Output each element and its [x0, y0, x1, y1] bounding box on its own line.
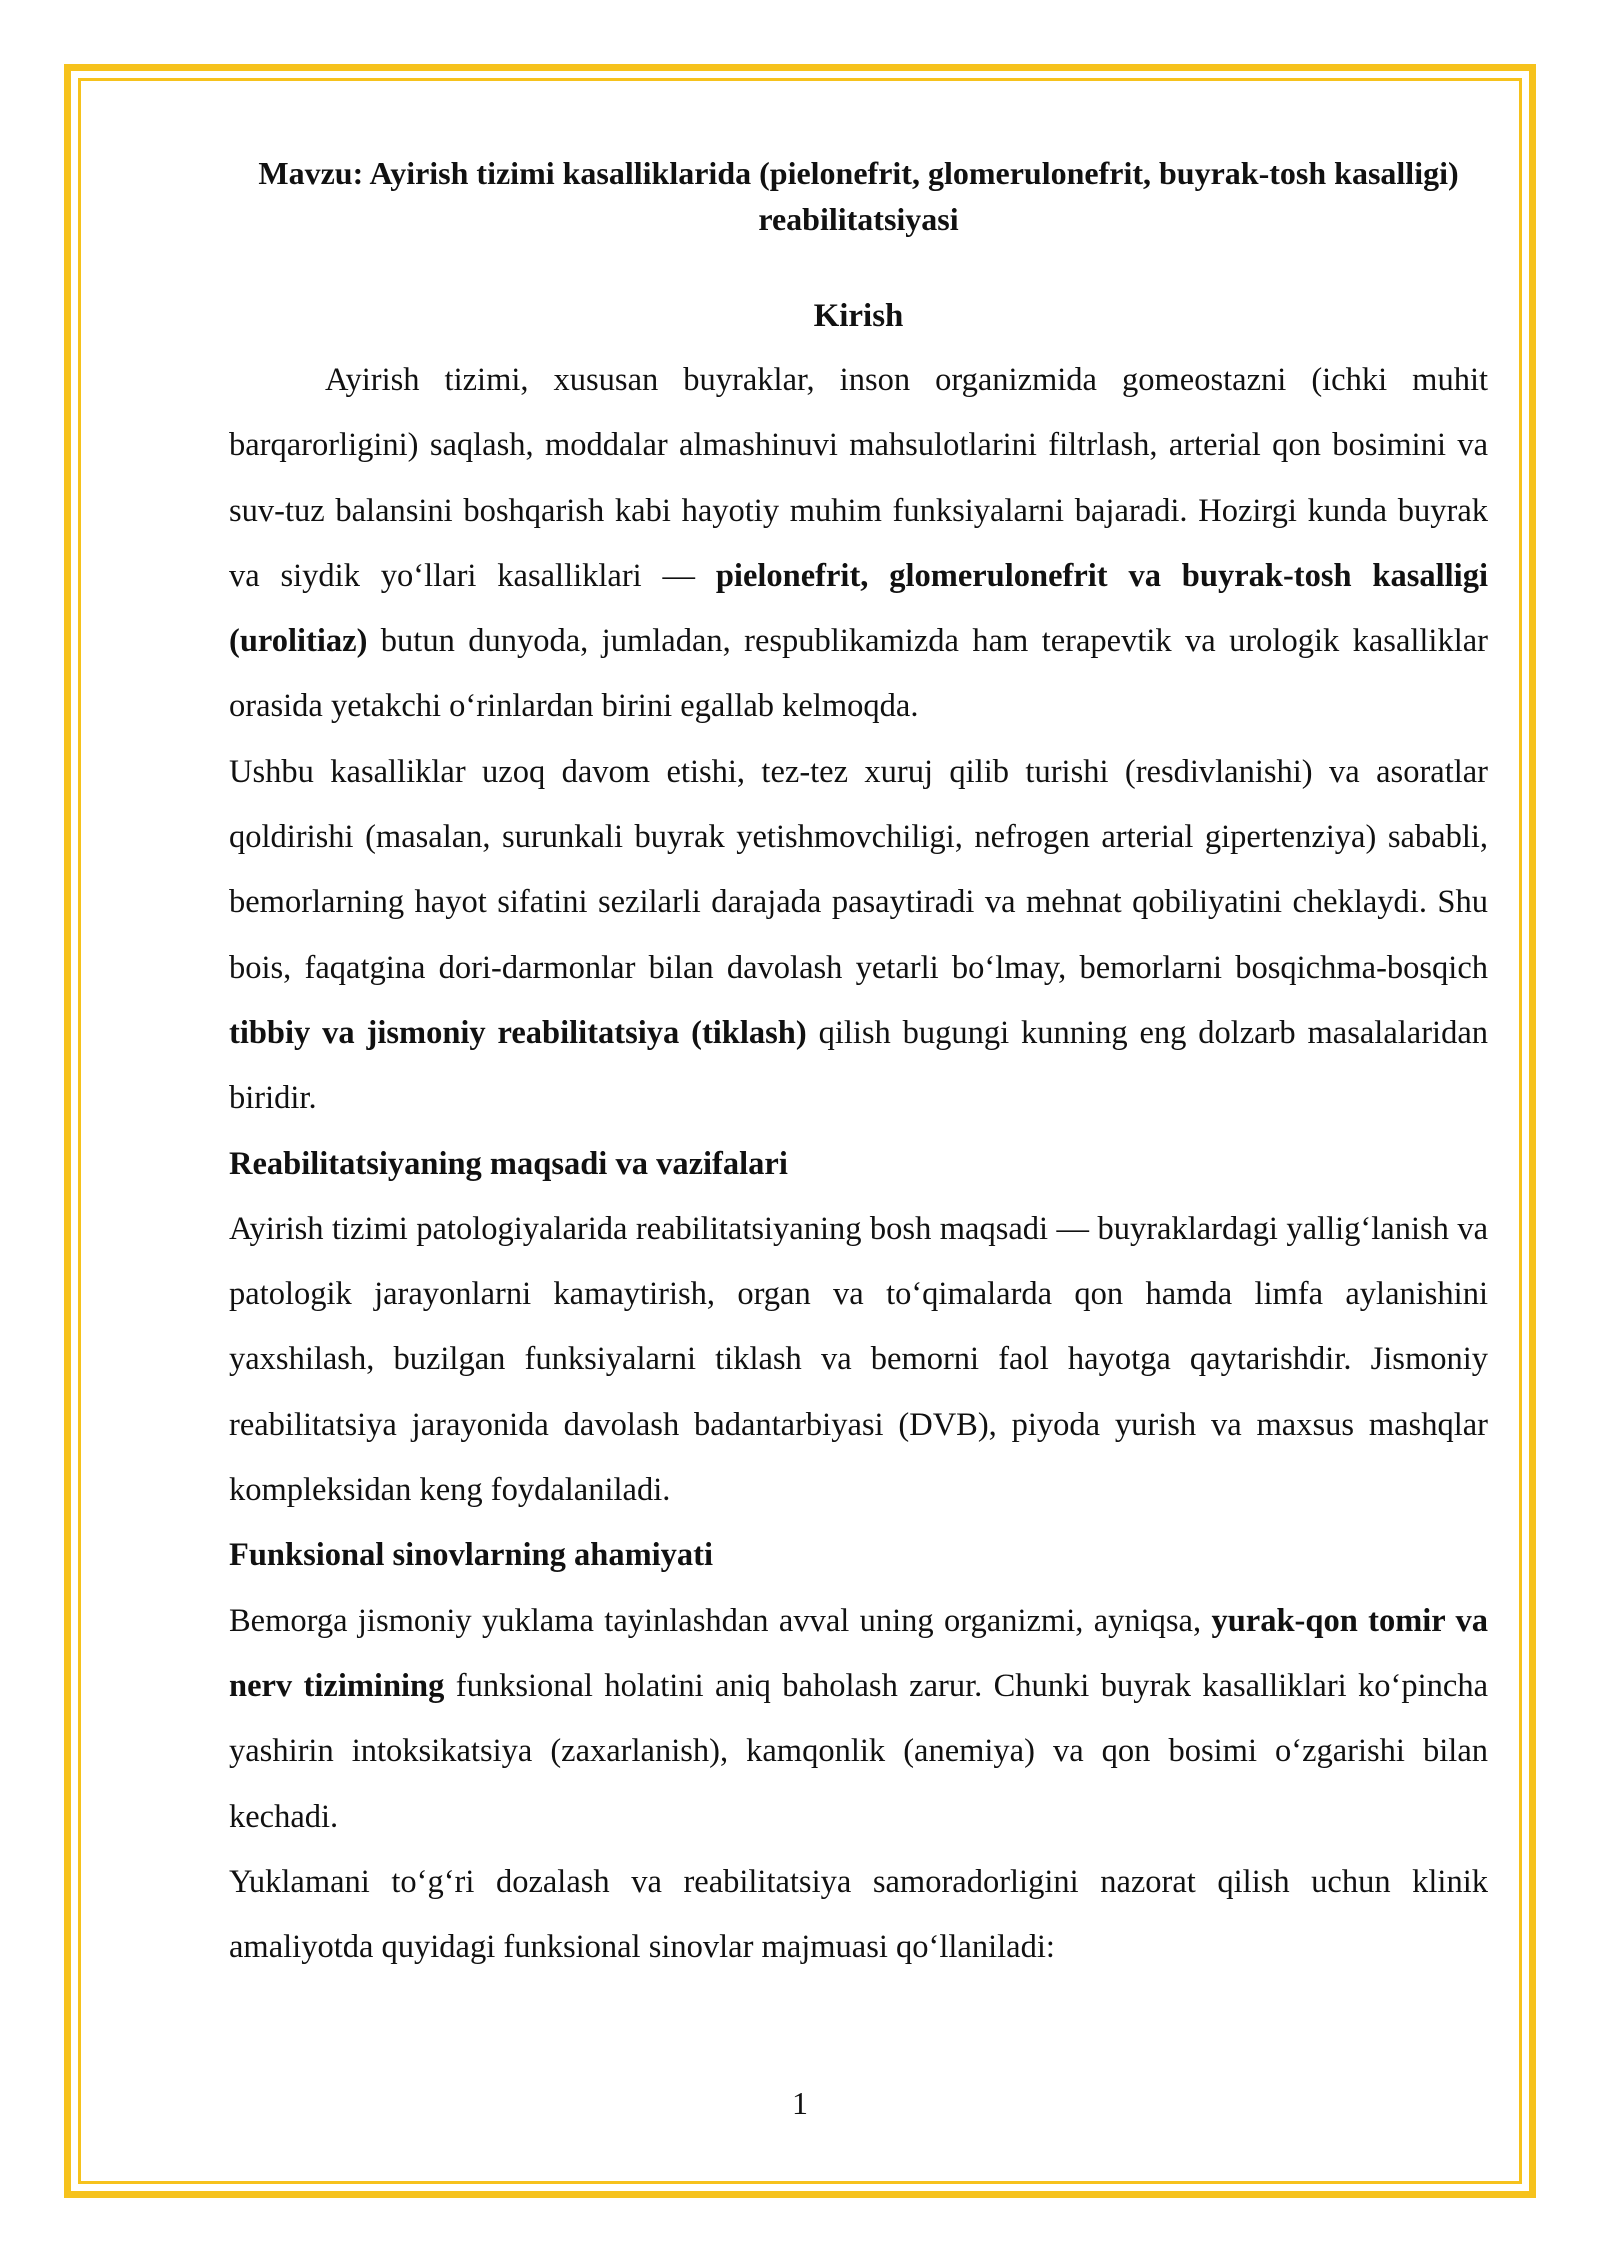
document-title: Mavzu: Ayirish tizimi kasalliklarida (pielonefrit, glomerulonefrit, buyrak-tosh kasalligi) reabilitatsiyasi	[258, 155, 1459, 237]
paragraph-bold-text: pielonefrit, glomerulonefrit va buyrak-tosh kasalligi (urolitiaz)	[229, 557, 1488, 660]
paragraph-assessment	[229, 1589, 1488, 1850]
paragraph-text: qilish bugungi kunning eng dolzarb masalalaridan biridir.	[229, 1014, 1488, 1117]
paragraph-text: butun dunyoda, jumladan, respublikamizda ham terapevtik va urologik kasalliklar orasida yetakchi o‘rinlardan birini egallab kelmoqda.	[229, 623, 1488, 725]
section-heading-kirish: Kirish	[813, 298, 904, 334]
paragraph-bold-text: yurak-qon tomir va nerv tizimining	[229, 1602, 1488, 1704]
section-heading-goals: Reabilitatsiyaning maqsadi va vazifalari	[229, 1145, 788, 1182]
paragraph-goals: Ayirish tizimi patologiyalarida reabilitatsiyaning bosh maqsadi — buyraklardagi yallig‘lanish va patologik jarayonlarni kamaytirish, organ va to‘qimalarda qon hamda limfa aylanishini yaxshilash, buzilgan funksiyalarni tiklash va bemorni faol hayotga qaytarishdir. Jismoniy reabilitatsiya jarayonida davolash badantarbiyasi (DVB), piyoda yurish va maxsus mashqlar kompleksidan keng foydalaniladi.	[229, 1210, 1488, 1509]
paragraph-intro	[229, 348, 1488, 740]
section-heading-functional-tests: Funksional sinovlarning ahamiyati	[229, 1537, 714, 1574]
paragraph-diseases	[229, 740, 1488, 1132]
paragraph-text: funksional holatini aniq baholash zarur. Chunki buyrak kasalliklari ko‘pincha yashirin intoksikatsiya (zaxarlanish), kamqonlik (anemiya) va qon bosimi o‘zgarishi bilan kechadi.	[229, 1667, 1489, 1835]
paragraph-text: Bemorga jismoniy yuklama tayinlashdan avval uning organizmi, ayniqsa,	[229, 1602, 1212, 1639]
page-number: 1	[792, 2085, 808, 2121]
paragraph-text: Ayirish tizimi, xususan buyraklar, inson organizmida gomeostazni (ichki muhit barqarorligini) saqlash, moddalar almashinuvi mahsulotlarini filtrlash, arterial qon bosimini va suv-tuz balansini boshqarish kabi hayotiy muhim funksiyalarni bajaradi. Hozirgi kunda buyrak va siydik yo‘llari kasalliklari —	[229, 362, 1488, 594]
paragraph-text: Ushbu kasalliklar uzoq davom etishi, tez-tez xuruj qilib turishi (resdivlanishi) va asoratlar qoldirishi (masalan, surunkali buyrak yetishmovchiligi, nefrogen arterial gipertenziya) sababli, bemorlarning hayot sifatini sezilarli darajada pasaytiradi va mehnat qobiliyatini cheklaydi. Shu bois, faqatgina dori-darmonlar bilan davolash yetarli bo‘lmay, bemorlarni bosqichma-bosqich	[229, 753, 1488, 986]
paragraph-bold-text: tibbiy va jismoniy reabilitatsiya (tiklash)	[229, 1014, 807, 1051]
document-body	[229, 150, 1488, 1980]
paragraph-dosing: Yuklamani to‘g‘ri dozalash va reabilitatsiya samoradorligini nazorat qilish uchun klinik amaliyotda quyidagi funksional sinovlar majmuasi qo‘llaniladi:	[229, 1863, 1488, 1966]
